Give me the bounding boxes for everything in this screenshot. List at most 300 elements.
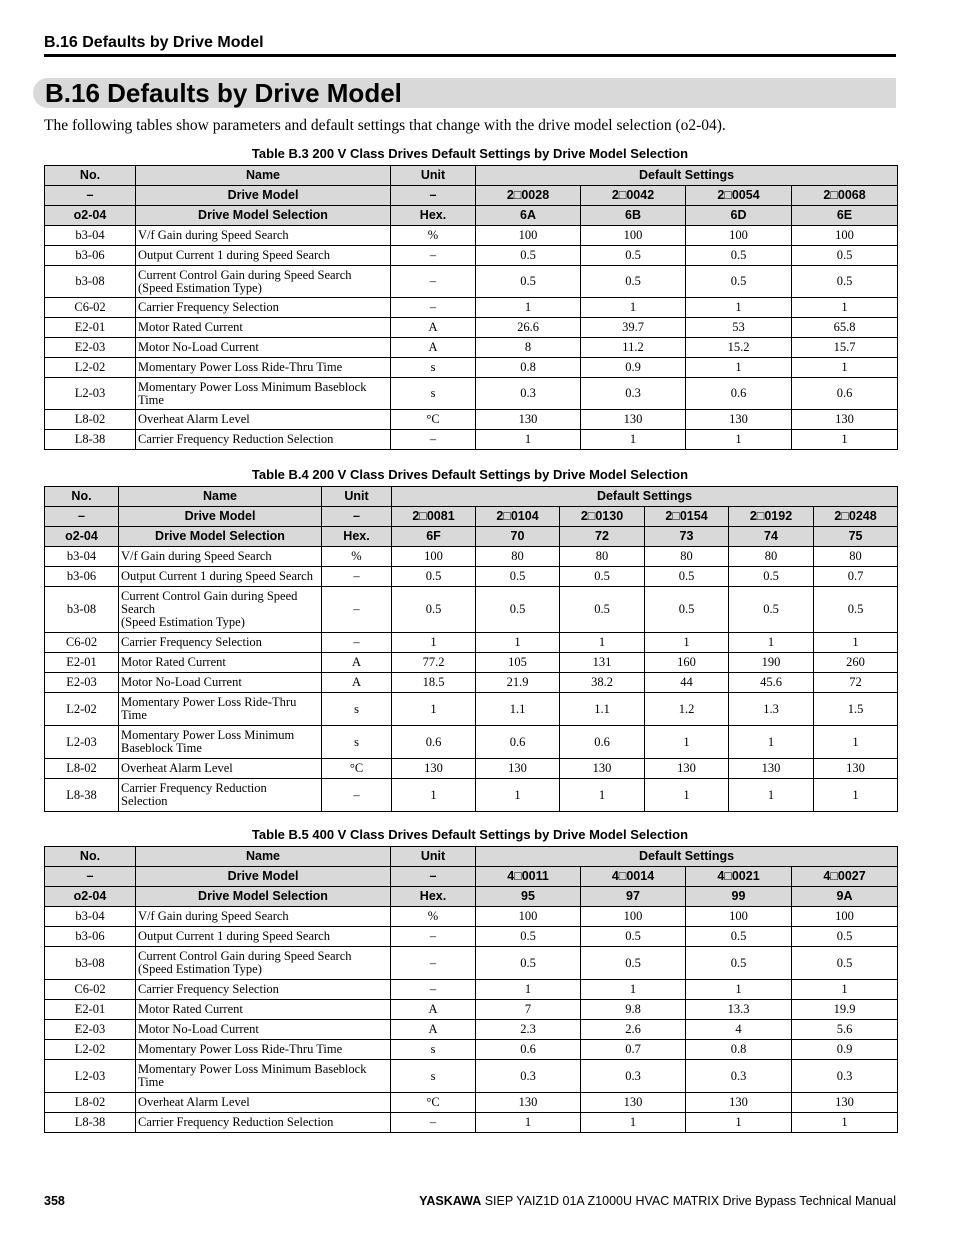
default-value: 1 [729, 633, 814, 653]
parameter-no: L2-03 [45, 378, 136, 410]
default-value: 1 [392, 779, 476, 812]
default-value: 80 [645, 547, 729, 567]
default-value: 1 [792, 298, 898, 318]
parameter-unit: – [391, 246, 476, 266]
parameter-unit: s [391, 1040, 476, 1060]
parameter-unit: s [391, 378, 476, 410]
default-value: 0.5 [476, 947, 581, 980]
table-row [45, 907, 898, 927]
table-row [45, 266, 898, 298]
default-value: 1 [392, 633, 476, 653]
default-value: 100 [792, 226, 898, 246]
parameter-unit: s [391, 1060, 476, 1093]
default-value: 0.5 [686, 947, 792, 980]
parameter-unit: – [391, 927, 476, 947]
default-value: 1.1 [560, 693, 645, 726]
parameter-name: Current Control Gain during Speed Search (Speed Estimation Type) [136, 947, 391, 980]
table-row [45, 1060, 898, 1093]
col-header-name: Name [119, 487, 322, 507]
default-value: 0.8 [476, 358, 581, 378]
footer-brand: YASKAWA [419, 1194, 482, 1208]
header-cell: 2□0130 [560, 507, 645, 527]
table-header-row [45, 847, 898, 867]
parameter-name: Momentary Power Loss Minimum Baseblock Time [119, 726, 322, 759]
default-value: 0.5 [476, 587, 560, 633]
default-value: 1 [581, 980, 686, 1000]
section-banner [33, 78, 896, 108]
table-row [45, 980, 898, 1000]
drive-model-row [45, 186, 898, 206]
default-value: 105 [476, 653, 560, 673]
parameter-unit: °C [391, 1093, 476, 1113]
header-cell: 6F [392, 527, 476, 547]
parameter-no: b3-04 [45, 907, 136, 927]
default-value: 4 [686, 1020, 792, 1040]
parameter-no: b3-08 [45, 587, 119, 633]
parameter-name: Output Current 1 during Speed Search [119, 567, 322, 587]
parameter-no: L2-03 [45, 1060, 136, 1093]
table-row [45, 1093, 898, 1113]
default-value: 130 [476, 1093, 581, 1113]
table-row [45, 226, 898, 246]
default-value: 0.3 [476, 1060, 581, 1093]
default-value: 100 [581, 226, 686, 246]
header-cell: 72 [560, 527, 645, 547]
default-value: 1 [581, 1113, 686, 1133]
default-value: 80 [814, 547, 898, 567]
default-value: 72 [814, 673, 898, 693]
default-value: 0.5 [476, 927, 581, 947]
parameter-no: L2-02 [45, 1040, 136, 1060]
default-value: 130 [581, 1093, 686, 1113]
default-value: 0.7 [814, 567, 898, 587]
parameter-name: Momentary Power Loss Minimum Baseblock Time [136, 1060, 391, 1093]
default-value: 0.5 [792, 246, 898, 266]
parameter-no: b3-06 [45, 567, 119, 587]
header-cell: 2□0068 [792, 186, 898, 206]
parameter-no: E2-03 [45, 673, 119, 693]
parameter-unit: A [391, 318, 476, 338]
default-value: 1 [645, 779, 729, 812]
header-cell: 2□0192 [729, 507, 814, 527]
default-value: 1.2 [645, 693, 729, 726]
table-row [45, 759, 898, 779]
default-value: 18.5 [392, 673, 476, 693]
header-cell: 9A [792, 887, 898, 907]
header-cell: 4□0014 [581, 867, 686, 887]
parameter-name: Momentary Power Loss Minimum Baseblock Time [136, 378, 391, 410]
table-row [45, 947, 898, 980]
header-cell: 2□0248 [814, 507, 898, 527]
parameter-name: Overheat Alarm Level [136, 410, 391, 430]
parameter-unit: – [322, 587, 392, 633]
default-value: 1 [729, 726, 814, 759]
parameter-no: E2-01 [45, 1000, 136, 1020]
col-header-no: No. [45, 166, 136, 186]
parameter-no: b3-04 [45, 547, 119, 567]
default-value: 26.6 [476, 318, 581, 338]
default-value: 100 [792, 907, 898, 927]
header-cell: – [322, 507, 392, 527]
default-value: 15.2 [686, 338, 792, 358]
col-header-unit: Unit [391, 847, 476, 867]
header-cell: 95 [476, 887, 581, 907]
default-value: 80 [560, 547, 645, 567]
default-value: 1 [476, 298, 581, 318]
parameter-unit: – [391, 980, 476, 1000]
col-header-no: No. [45, 847, 136, 867]
parameter-unit: °C [322, 759, 392, 779]
parameter-name: Motor Rated Current [119, 653, 322, 673]
header-cell: o2-04 [45, 206, 136, 226]
default-value: 1 [476, 1113, 581, 1133]
table-row [45, 779, 898, 812]
section-title: B.16 Defaults by Drive Model [45, 78, 402, 108]
default-value: 44 [645, 673, 729, 693]
parameter-no: E2-01 [45, 318, 136, 338]
default-value: 0.6 [686, 378, 792, 410]
default-value: 80 [729, 547, 814, 567]
parameter-unit: °C [391, 410, 476, 430]
parameter-name: V/f Gain during Speed Search [136, 907, 391, 927]
model-selection-row [45, 527, 898, 547]
footer-manual-name: SIEP YAIZ1D 01A Z1000U HVAC MATRIX Drive Bypass Technical Manual [481, 1194, 896, 1208]
default-value: 0.5 [560, 567, 645, 587]
default-value: 0.5 [581, 947, 686, 980]
model-selection-row [45, 206, 898, 226]
default-value: 15.7 [792, 338, 898, 358]
parameter-no: b3-06 [45, 246, 136, 266]
default-value: 1 [476, 980, 581, 1000]
header-cell: 4□0021 [686, 867, 792, 887]
parameter-unit: A [322, 673, 392, 693]
parameter-unit: % [391, 907, 476, 927]
parameter-unit: – [391, 1113, 476, 1133]
default-value: 1 [476, 633, 560, 653]
table-b3-caption: Table B.3 200 V Class Drives Default Settings by Drive Model Selection [251, 146, 689, 161]
col-header-default-settings: Default Settings [476, 847, 898, 867]
parameter-unit: % [391, 226, 476, 246]
header-cell: o2-04 [45, 887, 136, 907]
default-value: 0.6 [792, 378, 898, 410]
header-cell: 4□0027 [792, 867, 898, 887]
default-value: 190 [729, 653, 814, 673]
default-value: 1 [814, 726, 898, 759]
default-value: 1 [686, 298, 792, 318]
footer-manual-title [419, 1194, 896, 1208]
header-cell: – [45, 507, 119, 527]
default-value: 0.5 [476, 266, 581, 298]
header-cell: Drive Model [119, 507, 322, 527]
header-cell: 74 [729, 527, 814, 547]
parameter-unit: – [322, 779, 392, 812]
default-value: 0.9 [792, 1040, 898, 1060]
default-value: 1 [792, 430, 898, 450]
col-header-unit: Unit [322, 487, 392, 507]
table-row [45, 298, 898, 318]
default-value: 0.7 [581, 1040, 686, 1060]
default-value: 130 [729, 759, 814, 779]
default-value: 0.5 [645, 567, 729, 587]
default-value: 1 [476, 779, 560, 812]
parameter-name: Carrier Frequency Reduction Selection [136, 1113, 391, 1133]
table-row [45, 547, 898, 567]
default-value: 1 [645, 633, 729, 653]
parameter-no: L2-02 [45, 693, 119, 726]
page-number: 358 [44, 1194, 65, 1208]
default-value: 0.6 [476, 726, 560, 759]
parameter-unit: – [322, 633, 392, 653]
col-header-no: No. [45, 487, 119, 507]
default-value: 0.5 [686, 266, 792, 298]
table-row [45, 567, 898, 587]
parameter-unit: – [391, 430, 476, 450]
drive-model-row [45, 507, 898, 527]
parameter-name: Output Current 1 during Speed Search [136, 927, 391, 947]
parameter-unit: s [322, 726, 392, 759]
parameter-no: L8-02 [45, 410, 136, 430]
header-cell: 6D [686, 206, 792, 226]
parameter-no: E2-01 [45, 653, 119, 673]
header-cell: 2□0028 [476, 186, 581, 206]
default-value: 77.2 [392, 653, 476, 673]
header-cell: 75 [814, 527, 898, 547]
default-value: 0.3 [686, 1060, 792, 1093]
header-cell: 2□0081 [392, 507, 476, 527]
header-cell: – [391, 186, 476, 206]
default-value: 100 [476, 907, 581, 927]
default-value: 1.1 [476, 693, 560, 726]
parameter-name: Carrier Frequency Selection [119, 633, 322, 653]
parameter-no: b3-06 [45, 927, 136, 947]
default-value: 1 [792, 980, 898, 1000]
default-value: 65.8 [792, 318, 898, 338]
parameter-unit: – [391, 947, 476, 980]
parameter-name: Motor Rated Current [136, 318, 391, 338]
parameter-no: b3-08 [45, 266, 136, 298]
col-header-unit: Unit [391, 166, 476, 186]
table-row [45, 358, 898, 378]
parameter-no: L2-02 [45, 358, 136, 378]
table-header-row [45, 166, 898, 186]
default-value: 130 [792, 410, 898, 430]
header-cell: 6B [581, 206, 686, 226]
parameter-name: V/f Gain during Speed Search [119, 547, 322, 567]
default-value: 130 [645, 759, 729, 779]
header-cell: 4□0011 [476, 867, 581, 887]
header-cell: Drive Model Selection [136, 887, 391, 907]
table-row [45, 430, 898, 450]
header-cell: – [45, 867, 136, 887]
col-header-default-settings: Default Settings [476, 166, 898, 186]
parameter-name: Overheat Alarm Level [119, 759, 322, 779]
parameter-name: Carrier Frequency Selection [136, 980, 391, 1000]
table-row [45, 1020, 898, 1040]
table-row [45, 338, 898, 358]
parameter-no: E2-03 [45, 1020, 136, 1040]
default-value: 5.6 [792, 1020, 898, 1040]
default-value: 130 [560, 759, 645, 779]
default-value: 160 [645, 653, 729, 673]
default-value: 38.2 [560, 673, 645, 693]
parameter-no: b3-04 [45, 226, 136, 246]
default-value: 100 [581, 907, 686, 927]
default-value: 1 [792, 358, 898, 378]
default-value: 0.6 [476, 1040, 581, 1060]
parameter-no: b3-08 [45, 947, 136, 980]
table-row [45, 927, 898, 947]
header-cell: – [391, 867, 476, 887]
header-cell: 2□0054 [686, 186, 792, 206]
default-value: 0.5 [686, 927, 792, 947]
default-value: 100 [392, 547, 476, 567]
default-value: 130 [792, 1093, 898, 1113]
default-value: 0.5 [792, 927, 898, 947]
header-cell: 6A [476, 206, 581, 226]
parameter-name: Momentary Power Loss Ride-Thru Time [136, 358, 391, 378]
parameter-unit: % [322, 547, 392, 567]
default-value: 0.5 [814, 587, 898, 633]
table-b3 [44, 165, 898, 450]
default-value: 80 [476, 547, 560, 567]
parameter-unit: A [391, 1020, 476, 1040]
default-value: 7 [476, 1000, 581, 1020]
default-value: 0.3 [581, 1060, 686, 1093]
header-cell: 73 [645, 527, 729, 547]
parameter-name: Motor No-Load Current [136, 338, 391, 358]
default-value: 1 [645, 726, 729, 759]
intro-paragraph: The following tables show parameters and default settings that change with the drive model selection (o2-04). [44, 117, 726, 134]
default-value: 1 [476, 430, 581, 450]
parameter-name: Carrier Frequency Selection [136, 298, 391, 318]
default-value: 130 [476, 759, 560, 779]
header-cell: – [45, 186, 136, 206]
table-row [45, 378, 898, 410]
default-value: 130 [581, 410, 686, 430]
default-value: 0.5 [729, 587, 814, 633]
default-value: 0.3 [476, 378, 581, 410]
default-value: 13.3 [686, 1000, 792, 1020]
parameter-unit: A [322, 653, 392, 673]
col-header-name: Name [136, 847, 391, 867]
table-b5-caption: Table B.5 400 V Class Drives Default Settings by Drive Model Selection [251, 827, 689, 842]
parameter-name: Current Control Gain during Speed Search (Speed Estimation Type) [119, 587, 322, 633]
parameter-no: E2-03 [45, 338, 136, 358]
default-value: 0.5 [581, 246, 686, 266]
parameter-name: Carrier Frequency Reduction Selection [136, 430, 391, 450]
parameter-name: Current Control Gain during Speed Search (Speed Estimation Type) [136, 266, 391, 298]
table-b5 [44, 846, 898, 1133]
header-cell: Drive Model [136, 867, 391, 887]
default-value: 1 [392, 693, 476, 726]
default-value: 1 [581, 430, 686, 450]
table-b4 [44, 486, 898, 812]
parameter-unit: s [322, 693, 392, 726]
default-value: 0.6 [392, 726, 476, 759]
default-value: 0.5 [476, 567, 560, 587]
parameter-name: Motor Rated Current [136, 1000, 391, 1020]
parameter-no: L8-38 [45, 779, 119, 812]
table-row [45, 693, 898, 726]
parameter-name: Momentary Power Loss Ride-Thru Time [119, 693, 322, 726]
default-value: 1 [792, 1113, 898, 1133]
default-value: 0.5 [560, 587, 645, 633]
parameter-unit: – [391, 298, 476, 318]
header-cell: 97 [581, 887, 686, 907]
default-value: 1 [686, 1113, 792, 1133]
default-value: 1 [729, 779, 814, 812]
col-header-default-settings: Default Settings [392, 487, 898, 507]
default-value: 1 [814, 779, 898, 812]
parameter-no: L2-03 [45, 726, 119, 759]
table-row [45, 1040, 898, 1060]
table-row [45, 246, 898, 266]
default-value: 0.5 [581, 266, 686, 298]
default-value: 0.9 [581, 358, 686, 378]
default-value: 1.3 [729, 693, 814, 726]
default-value: 1 [581, 298, 686, 318]
default-value: 45.6 [729, 673, 814, 693]
default-value: 1.5 [814, 693, 898, 726]
table-row [45, 673, 898, 693]
header-cell: Drive Model Selection [136, 206, 391, 226]
table-row [45, 726, 898, 759]
table-row [45, 633, 898, 653]
header-cell: o2-04 [45, 527, 119, 547]
parameter-name: Carrier Frequency Reduction Selection [119, 779, 322, 812]
parameter-name: Momentary Power Loss Ride-Thru Time [136, 1040, 391, 1060]
model-selection-row [45, 887, 898, 907]
default-value: 1 [686, 980, 792, 1000]
default-value: 39.7 [581, 318, 686, 338]
default-value: 131 [560, 653, 645, 673]
parameter-name: V/f Gain during Speed Search [136, 226, 391, 246]
default-value: 130 [392, 759, 476, 779]
table-b4-caption: Table B.4 200 V Class Drives Default Settings by Drive Model Selection [251, 467, 689, 482]
parameter-no: L8-02 [45, 759, 119, 779]
parameter-no: L8-38 [45, 430, 136, 450]
default-value: 0.5 [476, 246, 581, 266]
header-cell: 2□0154 [645, 507, 729, 527]
parameter-name: Output Current 1 during Speed Search [136, 246, 391, 266]
default-value: 0.6 [560, 726, 645, 759]
default-value: 19.9 [792, 1000, 898, 1020]
header-cell: Hex. [391, 887, 476, 907]
default-value: 130 [814, 759, 898, 779]
default-value: 1 [686, 358, 792, 378]
header-cell: Drive Model [136, 186, 391, 206]
col-header-name: Name [136, 166, 391, 186]
parameter-unit: – [391, 266, 476, 298]
parameter-name: Motor No-Load Current [119, 673, 322, 693]
default-value: 130 [686, 1093, 792, 1113]
default-value: 0.5 [581, 927, 686, 947]
default-value: 1 [560, 633, 645, 653]
parameter-name: Overheat Alarm Level [136, 1093, 391, 1113]
default-value: 100 [686, 226, 792, 246]
default-value: 0.3 [581, 378, 686, 410]
header-cell: 70 [476, 527, 560, 547]
default-value: 53 [686, 318, 792, 338]
default-value: 0.5 [792, 266, 898, 298]
parameter-no: L8-02 [45, 1093, 136, 1113]
default-value: 9.8 [581, 1000, 686, 1020]
default-value: 130 [476, 410, 581, 430]
default-value: 1 [814, 633, 898, 653]
table-row [45, 587, 898, 633]
parameter-unit: A [391, 1000, 476, 1020]
parameter-unit: – [322, 567, 392, 587]
